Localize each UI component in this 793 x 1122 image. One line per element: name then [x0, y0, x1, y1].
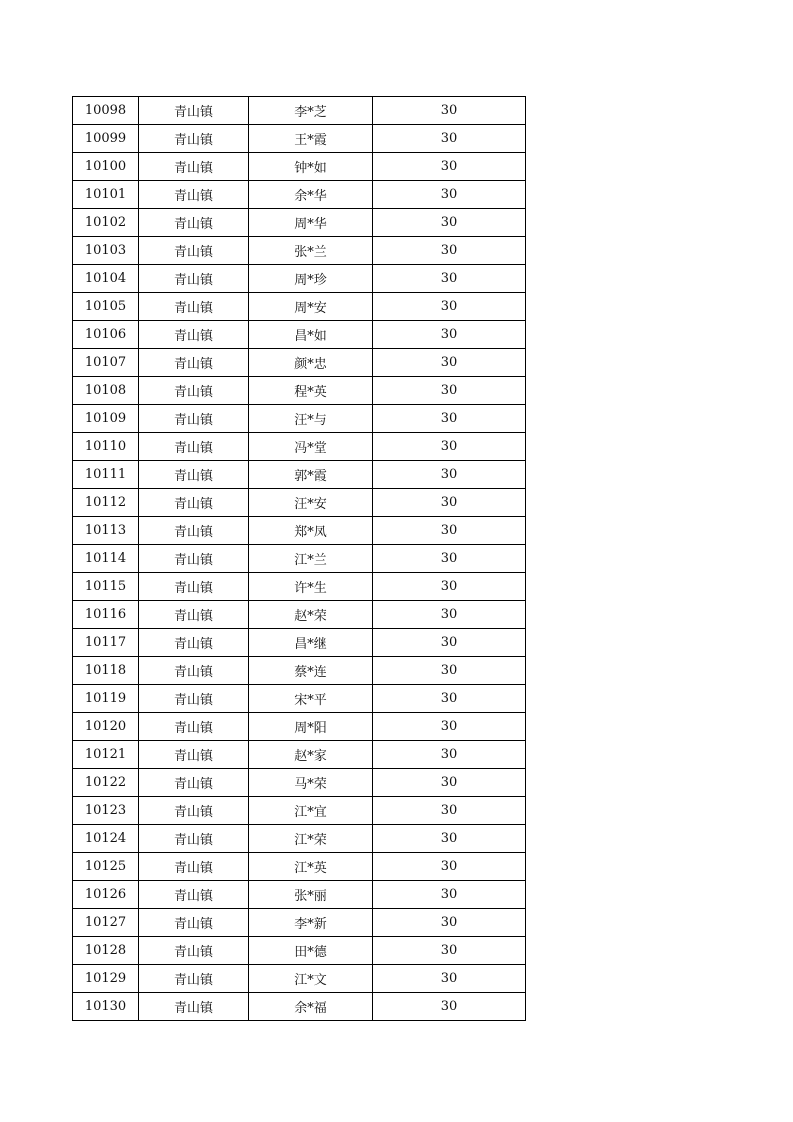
amount-cell: 30 — [373, 181, 526, 209]
name-cell: 汪*与 — [249, 405, 373, 433]
record-id-cell: 10118 — [73, 657, 139, 685]
record-id-cell: 10115 — [73, 573, 139, 601]
amount-cell: 30 — [373, 265, 526, 293]
name-cell: 江*兰 — [249, 545, 373, 573]
table-row — [73, 321, 526, 349]
amount-cell: 30 — [373, 321, 526, 349]
town-cell: 青山镇 — [139, 125, 249, 153]
town-cell: 青山镇 — [139, 965, 249, 993]
town-cell: 青山镇 — [139, 629, 249, 657]
amount-cell: 30 — [373, 741, 526, 769]
record-id-cell: 10114 — [73, 545, 139, 573]
name-cell: 宋*平 — [249, 685, 373, 713]
table-row — [73, 657, 526, 685]
town-cell: 青山镇 — [139, 601, 249, 629]
amount-cell: 30 — [373, 433, 526, 461]
town-cell: 青山镇 — [139, 881, 249, 909]
amount-cell: 30 — [373, 209, 526, 237]
town-cell: 青山镇 — [139, 741, 249, 769]
record-id-cell: 10109 — [73, 405, 139, 433]
amount-cell: 30 — [373, 993, 526, 1021]
town-cell: 青山镇 — [139, 181, 249, 209]
table-row — [73, 937, 526, 965]
town-cell: 青山镇 — [139, 769, 249, 797]
town-cell: 青山镇 — [139, 685, 249, 713]
name-cell: 赵*家 — [249, 741, 373, 769]
name-cell: 昌*如 — [249, 321, 373, 349]
name-cell: 昌*继 — [249, 629, 373, 657]
town-cell: 青山镇 — [139, 517, 249, 545]
name-cell: 李*新 — [249, 909, 373, 937]
town-cell: 青山镇 — [139, 405, 249, 433]
table-row — [73, 489, 526, 517]
town-cell: 青山镇 — [139, 237, 249, 265]
name-cell: 马*荣 — [249, 769, 373, 797]
table-row — [73, 769, 526, 797]
table-row — [73, 573, 526, 601]
table-row — [73, 265, 526, 293]
name-cell: 江*英 — [249, 853, 373, 881]
name-cell: 田*德 — [249, 937, 373, 965]
amount-cell: 30 — [373, 797, 526, 825]
town-cell: 青山镇 — [139, 293, 249, 321]
town-cell: 青山镇 — [139, 573, 249, 601]
amount-cell: 30 — [373, 965, 526, 993]
table-row — [73, 153, 526, 181]
table-row — [73, 293, 526, 321]
record-id-cell: 10121 — [73, 741, 139, 769]
amount-cell: 30 — [373, 349, 526, 377]
amount-cell: 30 — [373, 629, 526, 657]
name-cell: 张*丽 — [249, 881, 373, 909]
table-row — [73, 97, 526, 125]
record-id-cell: 10127 — [73, 909, 139, 937]
amount-cell: 30 — [373, 97, 526, 125]
record-id-cell: 10124 — [73, 825, 139, 853]
amount-cell: 30 — [373, 573, 526, 601]
amount-cell: 30 — [373, 601, 526, 629]
name-cell: 周*阳 — [249, 713, 373, 741]
record-id-cell: 10130 — [73, 993, 139, 1021]
table-row — [73, 349, 526, 377]
table-row — [73, 237, 526, 265]
name-cell: 周*华 — [249, 209, 373, 237]
table-row — [73, 741, 526, 769]
town-cell: 青山镇 — [139, 209, 249, 237]
amount-cell: 30 — [373, 237, 526, 265]
records-table — [72, 96, 526, 1021]
amount-cell: 30 — [373, 853, 526, 881]
name-cell: 江*宜 — [249, 797, 373, 825]
record-id-cell: 10110 — [73, 433, 139, 461]
town-cell: 青山镇 — [139, 349, 249, 377]
town-cell: 青山镇 — [139, 265, 249, 293]
amount-cell: 30 — [373, 489, 526, 517]
record-id-cell: 10107 — [73, 349, 139, 377]
name-cell: 王*霞 — [249, 125, 373, 153]
amount-cell: 30 — [373, 461, 526, 489]
table-row — [73, 685, 526, 713]
name-cell: 江*荣 — [249, 825, 373, 853]
table-row — [73, 125, 526, 153]
table-row — [73, 909, 526, 937]
table-row — [73, 853, 526, 881]
name-cell: 余*福 — [249, 993, 373, 1021]
name-cell: 汪*安 — [249, 489, 373, 517]
name-cell: 周*安 — [249, 293, 373, 321]
name-cell: 冯*堂 — [249, 433, 373, 461]
town-cell: 青山镇 — [139, 909, 249, 937]
record-id-cell: 10122 — [73, 769, 139, 797]
table-row — [73, 545, 526, 573]
town-cell: 青山镇 — [139, 545, 249, 573]
table-row — [73, 517, 526, 545]
record-id-cell: 10111 — [73, 461, 139, 489]
town-cell: 青山镇 — [139, 825, 249, 853]
record-id-cell: 10099 — [73, 125, 139, 153]
name-cell: 郭*霞 — [249, 461, 373, 489]
table-row — [73, 461, 526, 489]
record-id-cell: 10120 — [73, 713, 139, 741]
name-cell: 郑*凤 — [249, 517, 373, 545]
name-cell: 赵*荣 — [249, 601, 373, 629]
town-cell: 青山镇 — [139, 853, 249, 881]
town-cell: 青山镇 — [139, 153, 249, 181]
town-cell: 青山镇 — [139, 433, 249, 461]
table-row — [73, 209, 526, 237]
record-id-cell: 10103 — [73, 237, 139, 265]
record-id-cell: 10100 — [73, 153, 139, 181]
town-cell: 青山镇 — [139, 321, 249, 349]
name-cell: 钟*如 — [249, 153, 373, 181]
amount-cell: 30 — [373, 377, 526, 405]
table-row — [73, 629, 526, 657]
amount-cell: 30 — [373, 405, 526, 433]
town-cell: 青山镇 — [139, 993, 249, 1021]
record-id-cell: 10108 — [73, 377, 139, 405]
amount-cell: 30 — [373, 713, 526, 741]
amount-cell: 30 — [373, 685, 526, 713]
record-id-cell: 10129 — [73, 965, 139, 993]
table-row — [73, 181, 526, 209]
table-row — [73, 377, 526, 405]
name-cell: 蔡*连 — [249, 657, 373, 685]
name-cell: 程*英 — [249, 377, 373, 405]
record-id-cell: 10105 — [73, 293, 139, 321]
table-row — [73, 881, 526, 909]
record-id-cell: 10117 — [73, 629, 139, 657]
table-row — [73, 965, 526, 993]
record-id-cell: 10126 — [73, 881, 139, 909]
table-row — [73, 601, 526, 629]
record-id-cell: 10101 — [73, 181, 139, 209]
record-id-cell: 10106 — [73, 321, 139, 349]
town-cell: 青山镇 — [139, 797, 249, 825]
table-row — [73, 825, 526, 853]
amount-cell: 30 — [373, 769, 526, 797]
record-id-cell: 10123 — [73, 797, 139, 825]
records-table-body — [73, 97, 526, 1021]
record-id-cell: 10116 — [73, 601, 139, 629]
amount-cell: 30 — [373, 909, 526, 937]
record-id-cell: 10104 — [73, 265, 139, 293]
name-cell: 张*兰 — [249, 237, 373, 265]
town-cell: 青山镇 — [139, 713, 249, 741]
amount-cell: 30 — [373, 517, 526, 545]
name-cell: 许*生 — [249, 573, 373, 601]
table-row — [73, 713, 526, 741]
record-id-cell: 10102 — [73, 209, 139, 237]
record-id-cell: 10119 — [73, 685, 139, 713]
town-cell: 青山镇 — [139, 377, 249, 405]
name-cell: 李*芝 — [249, 97, 373, 125]
town-cell: 青山镇 — [139, 937, 249, 965]
town-cell: 青山镇 — [139, 461, 249, 489]
record-id-cell: 10125 — [73, 853, 139, 881]
name-cell: 江*文 — [249, 965, 373, 993]
record-id-cell: 10128 — [73, 937, 139, 965]
amount-cell: 30 — [373, 293, 526, 321]
amount-cell: 30 — [373, 153, 526, 181]
record-id-cell: 10098 — [73, 97, 139, 125]
table-row — [73, 433, 526, 461]
amount-cell: 30 — [373, 881, 526, 909]
table-row — [73, 993, 526, 1021]
amount-cell: 30 — [373, 825, 526, 853]
table-row — [73, 797, 526, 825]
name-cell: 颜*忠 — [249, 349, 373, 377]
name-cell: 余*华 — [249, 181, 373, 209]
town-cell: 青山镇 — [139, 657, 249, 685]
town-cell: 青山镇 — [139, 97, 249, 125]
amount-cell: 30 — [373, 125, 526, 153]
amount-cell: 30 — [373, 657, 526, 685]
record-id-cell: 10113 — [73, 517, 139, 545]
table-row — [73, 405, 526, 433]
record-id-cell: 10112 — [73, 489, 139, 517]
town-cell: 青山镇 — [139, 489, 249, 517]
amount-cell: 30 — [373, 937, 526, 965]
name-cell: 周*珍 — [249, 265, 373, 293]
amount-cell: 30 — [373, 545, 526, 573]
